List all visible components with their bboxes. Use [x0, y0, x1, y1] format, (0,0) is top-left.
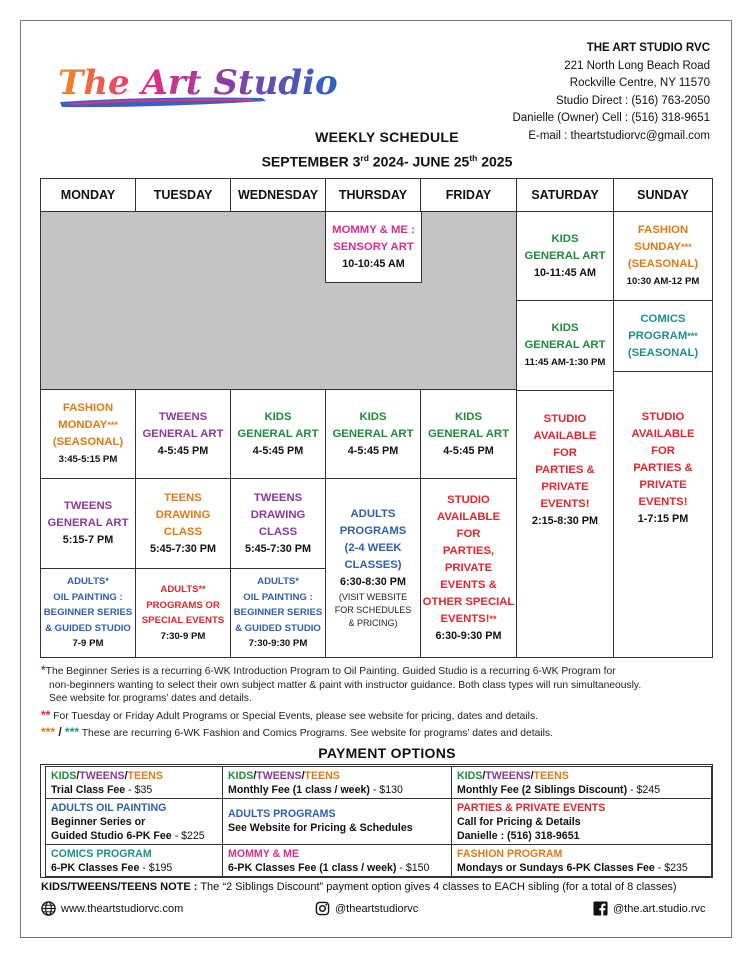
- class-sunday-comics: COMICS PROGRAM*** (SEASONAL): [613, 300, 713, 372]
- class-wednesday-kids: KIDS GENERAL ART 4-5:45 PM: [230, 389, 326, 479]
- payment-monthly: KIDS/TWEENS/TEENS Monthly Fee (1 class / week) - $130: [222, 766, 452, 799]
- email: E-mail : theartstudiorvc@gmail.com: [528, 129, 710, 142]
- day-header-thursday: THURSDAY: [325, 178, 421, 212]
- facebook-icon: [593, 901, 608, 916]
- footer-website[interactable]: www.theartstudiorvc.com: [41, 901, 183, 916]
- schedule-dates: SEPTEMBER 3rd 2024- JUNE 25th 2025: [261, 153, 513, 170]
- owner-cell-phone: Danielle (Owner) Cell : (516) 318-9651: [512, 112, 710, 124]
- day-header-wednesday: WEDNESDAY: [230, 178, 326, 212]
- class-friday-kids: KIDS GENERAL ART 4-5:45 PM: [420, 389, 517, 479]
- class-thursday-kids: KIDS GENERAL ART 4-5:45 PM: [325, 389, 421, 479]
- payment-trial: KIDS/TWEENS/TEENS Trial Class Fee - $35: [45, 766, 223, 799]
- class-wednesday-adults-oil: ADULTS* OIL PAINTING : BEGINNER SERIES & GUIDED STUDIO 7:30-9:30 PM: [230, 568, 326, 658]
- footer-instagram[interactable]: @theartstudiorvc: [315, 901, 418, 916]
- class-monday-tweens: TWEENS GENERAL ART 5:15-7 PM: [40, 478, 136, 569]
- class-wednesday-tweens-drawing: TWEENS DRAWING CLASS 5:45-7:30 PM: [230, 478, 326, 569]
- footnote-fashion-comics: *** / *** These are recurring 6-WK Fashion and Comics Programs. See website for programs’ dates and details.: [41, 725, 553, 740]
- payment-adults-oil: ADULTS OIL PAINTING Beginner Series or Guided Studio 6-PK Fee - $225: [45, 798, 223, 845]
- payment-parties: PARTIES & PRIVATE EVENTS Call for Pricing & Details Danielle : (516) 318-9651: [451, 798, 712, 845]
- sibling-note: KIDS/TWEENS/TEENS NOTE : The “2 Siblings Discount” payment option gives 4 classes to EACH sibling (for a total of 8 classes): [41, 881, 677, 893]
- day-header-tuesday: TUESDAY: [135, 178, 231, 212]
- class-tuesday-adults-programs: ADULTS** PROGRAMS OR SPECIAL EVENTS 7:30-9 PM: [135, 568, 231, 658]
- saturday-studio-available: STUDIO AVAILABLE FOR PARTIES & PRIVATE EVENTS! 2:15-8:30 PM: [516, 390, 614, 658]
- logo: [52, 52, 338, 114]
- address-line-1: 221 North Long Beach Road: [564, 59, 710, 72]
- footnote-oil-painting: *The Beginner Series is a recurring 6-WK Introduction Program to Oil Painting. Guided Studio is a recurring 6-WK Program for non-beginners wanting to select their own subject matter & paint with instructor guidance. Both class types will run simultaneously. See website for programs’ dates and details.: [41, 663, 642, 705]
- friday-studio-special-events: STUDIO AVAILABLE FOR PARTIES, PRIVATE EVENTS & OTHER SPECIAL EVENTS!** 6:30-9:30 PM: [420, 478, 517, 658]
- payment-comics: COMICS PROGRAM 6-PK Classes Fee - $195: [45, 844, 223, 877]
- unavailable-block: [40, 211, 517, 390]
- sunday-studio-available: STUDIO AVAILABLE FOR PARTIES & PRIVATE EVENTS! 1-7:15 PM: [613, 371, 713, 658]
- footnote-adult-programs: ** For Tuesday or Friday Adult Programs or Special Events, please see website for pricing, dates and details.: [41, 707, 538, 722]
- class-tuesday-teens-drawing: TEENS DRAWING CLASS 5:45-7:30 PM: [135, 478, 231, 569]
- day-header-saturday: SATURDAY: [516, 178, 614, 212]
- class-thursday-adults-programs: ADULTS PROGRAMS (2-4 WEEK CLASSES) 6:30-8:30 PM (VISIT WEBSITE FOR SCHEDULES & PRICING): [325, 478, 421, 658]
- payment-siblings: KIDS/TWEENS/TEENS Monthly Fee (2 Siblings Discount) - $245: [451, 766, 712, 799]
- class-saturday-kids-midday: KIDS GENERAL ART 11:45 AM-1:30 PM: [516, 300, 614, 391]
- footer-facebook[interactable]: @the.art.studio.rvc: [593, 901, 705, 916]
- footnotes: [41, 664, 721, 744]
- instagram-icon: [315, 901, 330, 916]
- globe-icon: [41, 901, 56, 916]
- footer: [41, 901, 713, 919]
- payment-fashion: FASHION PROGRAM Mondays or Sundays 6-PK Classes Fee - $235: [451, 844, 712, 877]
- studio-name: THE ART STUDIO RVC: [586, 42, 710, 54]
- payment-title: PAYMENT OPTIONS: [318, 745, 456, 761]
- day-header-monday: MONDAY: [40, 178, 136, 212]
- day-header-sunday: SUNDAY: [613, 178, 713, 212]
- contact-block: [512, 40, 710, 145]
- studio-direct-phone: Studio Direct : (516) 763-2050: [555, 94, 710, 107]
- class-sunday-fashion: FASHION SUNDAY*** (SEASONAL) 10:30 AM-12 PM: [613, 211, 713, 301]
- payment-table: [40, 764, 713, 878]
- class-monday-adults-oil: ADULTS* OIL PAINTING : BEGINNER SERIES & GUIDED STUDIO 7-9 PM: [40, 568, 136, 658]
- class-tuesday-tweens: TWEENS GENERAL ART 4-5:45 PM: [135, 389, 231, 479]
- logo-text: The Art Studio: [58, 63, 338, 103]
- schedule-grid: [40, 178, 713, 658]
- payment-adults-programs: ADULTS PROGRAMS See Website for Pricing & Schedules: [222, 798, 452, 845]
- class-thursday-mommy-and-me: MOMMY & ME : SENSORY ART 10-10:45 AM: [325, 211, 422, 283]
- day-header-friday: FRIDAY: [420, 178, 517, 212]
- payment-mommy-and-me: MOMMY & ME 6-PK Classes Fee (1 class / week) - $150: [222, 844, 452, 877]
- schedule-title: WEEKLY SCHEDULE: [315, 129, 459, 145]
- class-saturday-kids-morning: KIDS GENERAL ART 10-11:45 AM: [516, 211, 614, 301]
- class-monday-fashion: FASHION MONDAY*** (SEASONAL) 3:45-5:15 PM: [40, 389, 136, 479]
- address-line-2: Rockville Centre, NY 11570: [569, 77, 710, 89]
